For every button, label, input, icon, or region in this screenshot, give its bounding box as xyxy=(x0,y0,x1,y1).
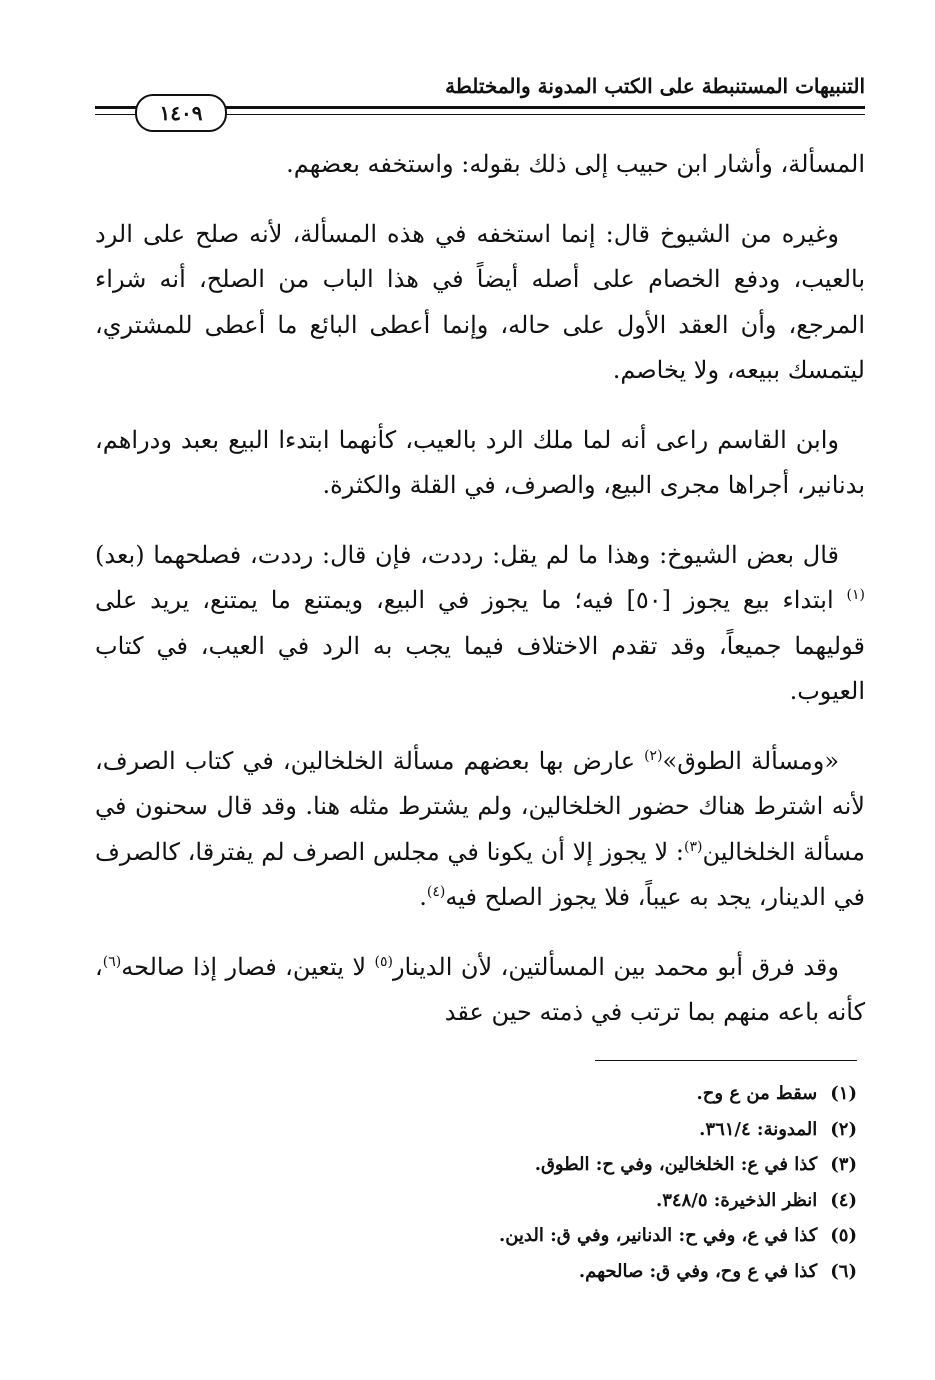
paragraph-4 xyxy=(95,533,865,715)
footnote-1 xyxy=(95,1076,865,1112)
footnote-text: سقط من ع وح. xyxy=(696,1083,818,1104)
footnote-3 xyxy=(95,1147,865,1183)
footnote-number: (٣) xyxy=(830,1154,857,1175)
footnote-2 xyxy=(95,1112,865,1148)
footnotes xyxy=(95,1076,865,1289)
footnote-text: كذا في ع، وفي ح: الدنانير، وفي ق: الدين. xyxy=(498,1225,818,1246)
footnote-marker-3: (٣) xyxy=(684,838,703,855)
main-text xyxy=(95,142,865,1060)
running-title: التنبيهات المستنبطة على الكتب المدونة والمختلطة xyxy=(445,74,865,98)
page-header xyxy=(95,70,865,130)
footnote-text: كذا في ع وح، وفي ق: صالحهم. xyxy=(578,1260,818,1282)
paragraph-5-text-b: عارض بها بعضهم مسألة الخلخالين، في كتاب الصرف، لأنه اشترط هناك حضور الخلخالين، ولم يشترط مثله هنا. وقد قال سحنون في مسألة الخلخالين xyxy=(95,746,865,866)
paragraph-5 xyxy=(95,739,865,921)
paragraph-4-text-a: قال بعض الشيوخ: وهذا ما لم يقل: رددت، فإن قال: رددت، فصلحهما (بعد) xyxy=(95,540,839,569)
paragraph-2: وغيره من الشيوخ قال: إنما استخفه في هذه المسألة، لأنه صلح على الرد بالعيب، ودفع الخصام على أصله أيضاً في هذا الباب من الصلح، أنه شراء المرجع، وأن العقد الأول على حاله، وإنما أعطى البائع ما أعطى للمشتري، ليتمسك ببيعه، ولا يخاصم. xyxy=(95,219,865,384)
paragraph-1: المسألة، وأشار ابن حبيب إلى ذلك بقوله: واستخفه بعضهم. xyxy=(286,150,865,178)
footnote-marker-4: (٤) xyxy=(426,884,446,900)
footnote-number: (٥) xyxy=(830,1225,857,1246)
footnote-number: (٤) xyxy=(830,1189,857,1211)
footnote-text: كذا في ع: الخلخالين، وفي ح: الطوق. xyxy=(534,1154,818,1175)
footnote-number: (٢) xyxy=(830,1118,857,1140)
footnote-6 xyxy=(95,1254,865,1290)
footnote-5 xyxy=(95,1218,865,1254)
footnote-marker-1: (١) xyxy=(846,587,866,603)
paragraph-6-text-b: لا يتعين، فصار إذا صالحه xyxy=(121,952,375,981)
footnote-text: انظر الذخيرة: ٣٤٨/٥. xyxy=(655,1189,818,1211)
paragraph-6-text-c: ، كأنه باعه منهم بما ترتب في ذمته حين عقد xyxy=(95,952,865,1026)
paragraph-5-text-c: : لا يجوز إلا أن يكونا في مجلس الصرف لم يفترقا، كالصرف في الدينار، يجد به عيباً، فلا يجوز الصلح فيه xyxy=(95,837,865,911)
page-number-badge: ١٤٠٩ xyxy=(135,94,227,132)
footnote-number: (٦) xyxy=(830,1260,857,1282)
paragraph-6-text-a: وقد فرق أبو محمد بين المسألتين، لأن الدينار xyxy=(392,952,839,981)
footnote-4 xyxy=(95,1183,865,1219)
paragraph-6 xyxy=(95,945,865,1036)
paragraph-5-text-d: . xyxy=(419,883,427,911)
paragraph-4-text-b: ابتداء بيع يجوز [٥٠] فيه؛ ما يجوز في البيع، ويمتنع ما يمتنع، يريد على قوليهما جميعاً، وقد تقدم الاختلاف فيما يجب به الرد في العيب، في كتاب العيوب. xyxy=(95,586,865,705)
paragraph-3: وابن القاسم راعى أنه لما ملك الرد بالعيب، كأنهما ابتدءا البيع بعبد ودراهم، بدنانير، أجراها مجرى البيع، والصرف، في القلة والكثرة. xyxy=(95,425,865,499)
footnote-text: المدونة: ٣٦١/٤. xyxy=(699,1118,818,1140)
footnote-separator xyxy=(595,1060,857,1061)
footnote-number: (١) xyxy=(830,1083,857,1104)
footnote-marker-2: (٢) xyxy=(644,747,663,764)
footnote-marker-6: (٦) xyxy=(102,953,122,970)
footnote-marker-5: (٥) xyxy=(374,953,393,970)
paragraph-5-text-a: «ومسألة الطوق» xyxy=(662,746,839,775)
